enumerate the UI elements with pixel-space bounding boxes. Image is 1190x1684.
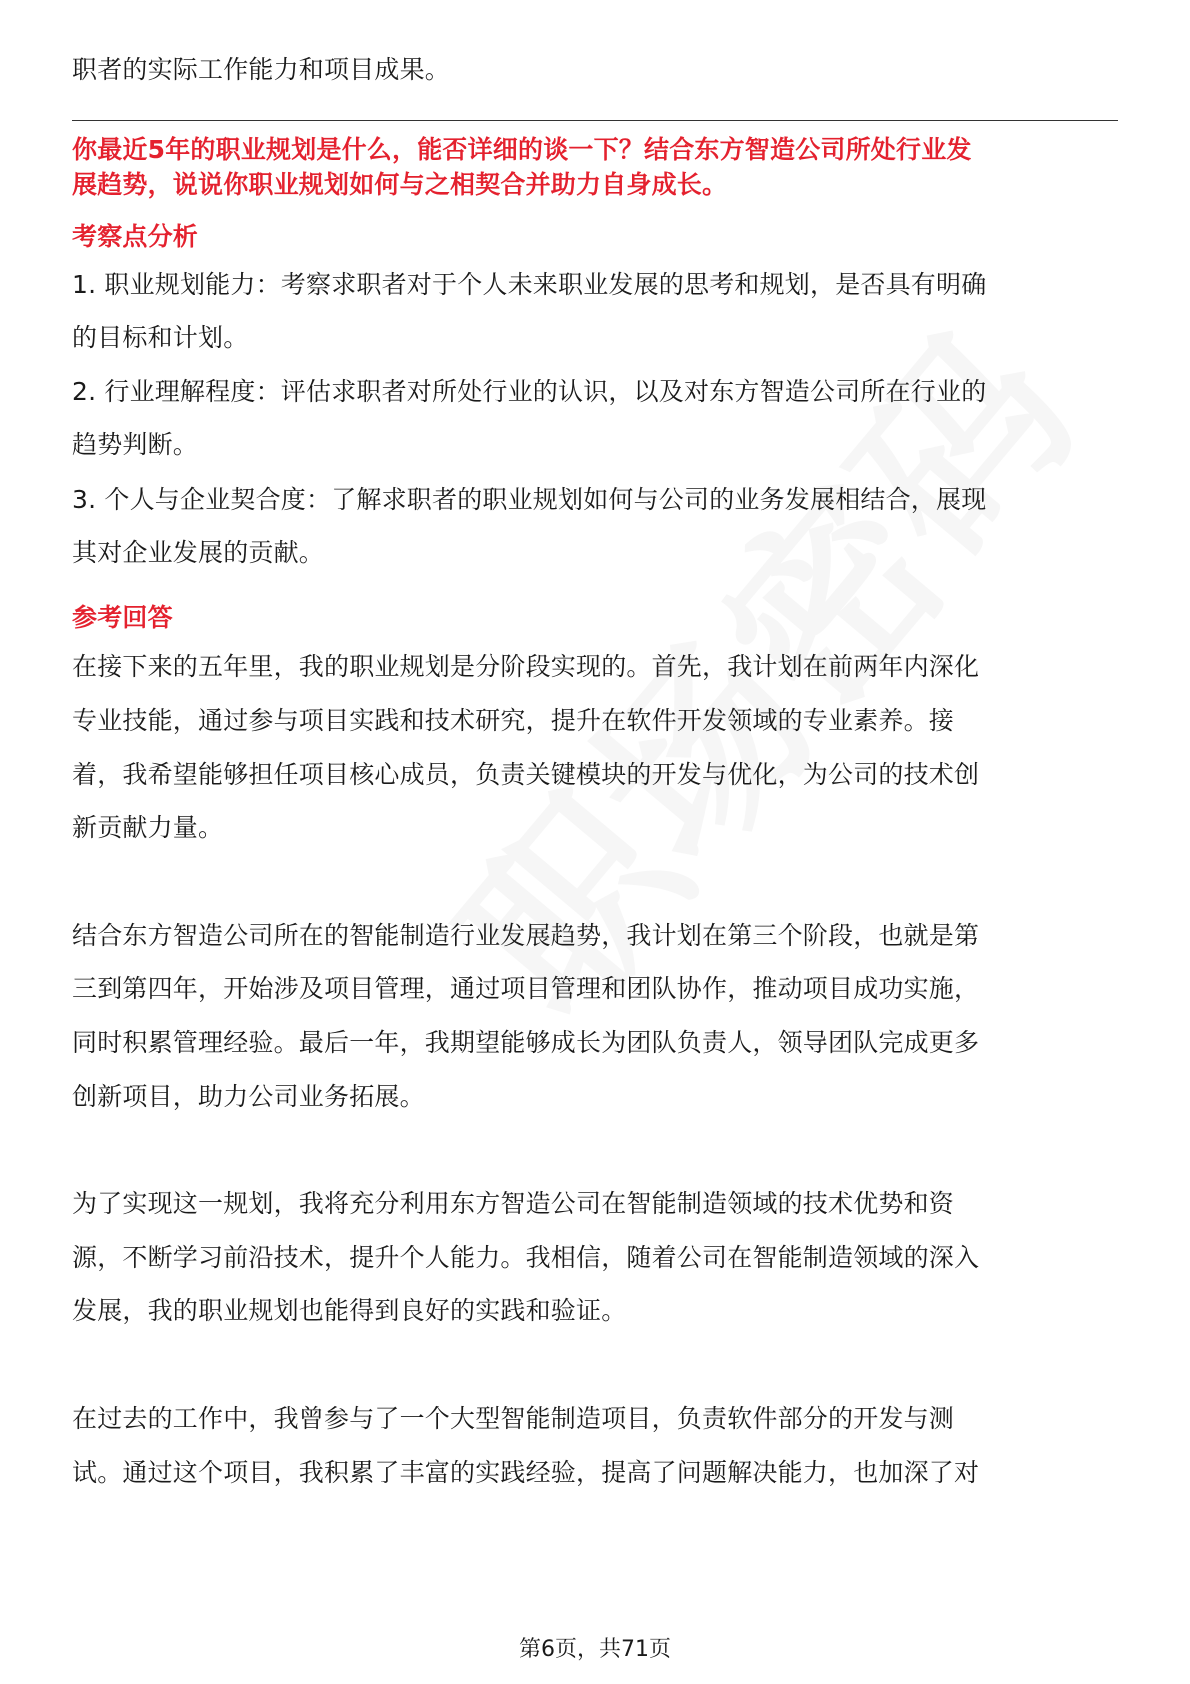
section-divider — [72, 120, 1118, 121]
analysis-item-2-line-1: 2. 行业理解程度：评估求职者对所处行业的认识，以及对东方智造公司所在行业的 — [72, 377, 987, 406]
answer-p2-line-2: 三到第四年，开始涉及项目管理，通过项目管理和团队协作，推动项目成功实施， — [72, 974, 980, 1003]
intro-tail-text: 职者的实际工作能力和项目成果。 — [72, 55, 451, 84]
answer-p2-line-1: 结合东方智造公司所在的智能制造行业发展趋势，我计划在第三个阶段，也就是第 — [72, 921, 980, 950]
answer-p3-line-3: 发展，我的职业规划也能得到良好的实践和验证。 — [72, 1296, 627, 1325]
page-number: 第6页，共71页 — [519, 1637, 671, 1662]
document-page — [72, 0, 1118, 1684]
analysis-item-1-line-2: 的目标和计划。 — [72, 323, 249, 352]
answer-p4-line-2: 试。通过这个项目，我积累了丰富的实践经验，提高了问题解决能力，也加深了对 — [72, 1458, 980, 1487]
answer-p2-line-3: 同时积累管理经验。最后一年，我期望能够成长为团队负责人，领导团队完成更多 — [72, 1028, 980, 1057]
analysis-item-2-line-2: 趋势判断。 — [72, 430, 199, 459]
answer-p1-line-4: 新贡献力量。 — [72, 813, 224, 842]
analysis-item-3-line-2: 其对企业发展的贡献。 — [72, 538, 325, 567]
answer-p3-line-2: 源，不断学习前沿技术，提升个人能力。我相信，随着公司在智能制造领域的深入 — [72, 1243, 980, 1272]
answer-heading: 参考回答 — [72, 603, 173, 632]
answer-p2-line-4: 创新项目，助力公司业务拓展。 — [72, 1082, 425, 1111]
analysis-heading: 考察点分析 — [72, 222, 199, 251]
answer-p4-line-1: 在过去的工作中，我曾参与了一个大型智能制造项目，负责软件部分的开发与测 — [72, 1404, 955, 1433]
analysis-item-3-line-1: 3. 个人与企业契合度：了解求职者的职业规划如何与公司的业务发展相结合，展现 — [72, 485, 987, 514]
answer-p1-line-1: 在接下来的五年里，我的职业规划是分阶段实现的。首先，我计划在前两年内深化 — [72, 652, 980, 681]
answer-p3-line-1: 为了实现这一规划，我将充分利用东方智造公司在智能制造领域的技术优势和资 — [72, 1189, 955, 1218]
analysis-item-1-line-1: 1. 职业规划能力：考察求职者对于个人未来职业发展的思考和规划，是否具有明确 — [72, 270, 987, 299]
question-line-1: 你最近5年的职业规划是什么，能否详细的谈一下？结合东方智造公司所处行业发 — [72, 135, 972, 164]
answer-p1-line-2: 专业技能，通过参与项目实践和技术研究，提升在软件开发领域的专业素养。接 — [72, 706, 955, 735]
answer-p1-line-3: 着，我希望能够担任项目核心成员，负责关键模块的开发与优化，为公司的技术创 — [72, 760, 980, 789]
question-line-2: 展趋势，说说你职业规划如何与之相契合并助力自身成长。 — [72, 170, 728, 199]
